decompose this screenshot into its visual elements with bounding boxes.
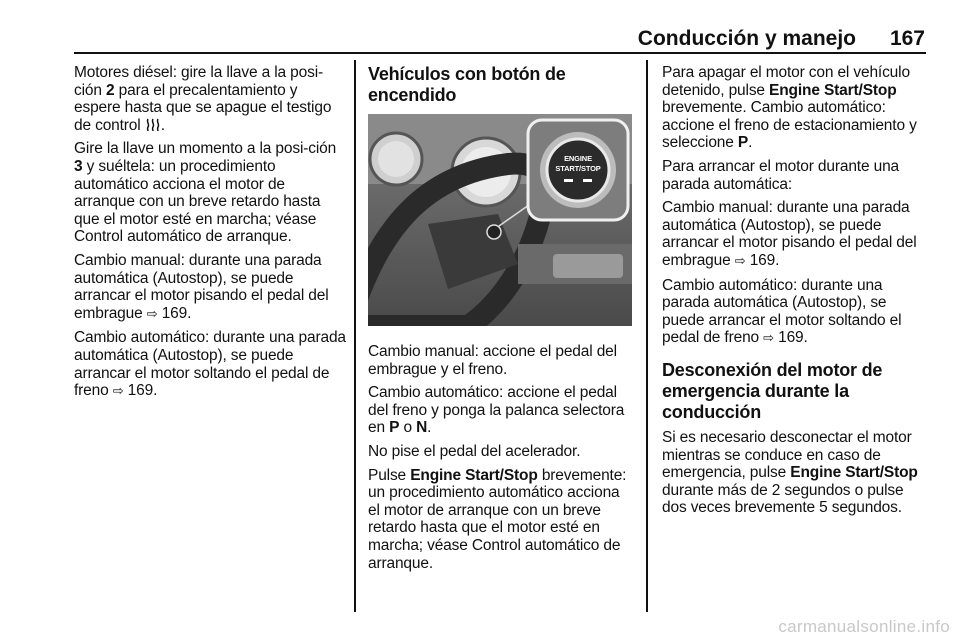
page-ref-arrow-icon: ⇨ bbox=[112, 384, 124, 400]
text: . bbox=[427, 419, 432, 437]
text: Si es necesario desconectar el motor mientras se conduce en caso de emergencia, pulse bbox=[662, 428, 912, 482]
key-position: 2 bbox=[106, 81, 115, 99]
paragraph bbox=[368, 467, 634, 573]
gear-position: P bbox=[737, 134, 749, 152]
text: . bbox=[748, 134, 753, 152]
section-heading: Vehículos con botón de encendido bbox=[368, 64, 566, 105]
engine-button-label: ENGINE bbox=[564, 154, 592, 163]
text: para el precalentamiento y espere hasta que se apague el testigo de control bbox=[74, 81, 332, 134]
text: Cambio automático: durante una parada automática (Autostop), se puede arrancar el motor soltando el pedal de freno bbox=[662, 276, 902, 347]
control-name: Engine Start/Stop bbox=[410, 466, 538, 484]
text: Cambio manual: durante una parada automática (Autostop), se puede arrancar el motor pisando el pedal del embrague bbox=[662, 199, 917, 269]
engine-button-label: START/STOP bbox=[555, 164, 601, 173]
paragraph bbox=[74, 252, 346, 323]
text: y suéltela: un procedimiento automático acciona el motor de arranque con un breve retardo hasta que el motor esté en marcha; véase Control automático de arranque. bbox=[74, 157, 321, 246]
engine-start-stop-photo bbox=[368, 114, 632, 326]
page-ref[interactable]: 169 bbox=[778, 329, 804, 347]
text: Motores diésel: gire la llave a la posi-ción bbox=[74, 64, 324, 99]
glow-plug-icon bbox=[145, 118, 161, 132]
paragraph bbox=[662, 64, 928, 152]
text: . bbox=[187, 304, 192, 322]
paragraph bbox=[368, 384, 634, 437]
text: Cambio automático: durante una parada automática (Autostop), se puede arrancar el motor soltando el pedal de freno bbox=[74, 329, 346, 400]
control-name: Engine Start/Stop bbox=[790, 464, 918, 482]
chapter-title: Conducción y manejo bbox=[637, 27, 856, 50]
watermark: carmanualsonline.info bbox=[778, 617, 950, 636]
text: . bbox=[160, 116, 165, 134]
text: brevemente: un procedimiento automático acciona el motor de arranque con un breve retardo hasta que el motor esté en marcha; véase Control automático de arranque. bbox=[368, 466, 627, 572]
paragraph bbox=[662, 277, 928, 348]
column-divider bbox=[354, 60, 356, 612]
page-ref-arrow-icon: ⇨ bbox=[734, 253, 746, 269]
control-name: Engine Start/Stop bbox=[769, 81, 897, 99]
section-heading: Desconexión del motor de emergencia durante la conducción bbox=[662, 359, 883, 422]
paragraph bbox=[662, 429, 928, 517]
text: Cambio automático: accione el pedal del freno y ponga la palanca selectora en bbox=[368, 384, 625, 437]
text: . bbox=[803, 329, 808, 347]
column-left bbox=[74, 64, 346, 407]
page-number: 167 bbox=[889, 27, 925, 50]
text: Pulse bbox=[368, 466, 411, 484]
page-ref[interactable]: 169 bbox=[127, 382, 154, 400]
text: . bbox=[153, 382, 158, 400]
column-divider bbox=[646, 60, 648, 612]
page-ref[interactable]: 169 bbox=[161, 304, 188, 322]
paragraph: No pise el pedal del acelerador. bbox=[368, 442, 581, 460]
text: durante más de 2 segundos o pulse dos veces brevemente 5 segundos. bbox=[662, 481, 904, 517]
text: o bbox=[399, 419, 417, 437]
gear-position: N bbox=[416, 419, 428, 437]
text: Para apagar el motor con el vehículo detenido, pulse bbox=[662, 64, 910, 99]
paragraph: Para arrancar el motor durante una parada automática: bbox=[662, 157, 900, 193]
paragraph bbox=[662, 199, 928, 270]
paragraph bbox=[74, 329, 346, 400]
paragraph: Cambio manual: accione el pedal del embrague y el freno. bbox=[368, 343, 617, 378]
header-rule bbox=[74, 52, 926, 54]
text: brevemente. Cambio automático: accione el freno de estacionamiento y seleccione bbox=[662, 99, 917, 152]
page-ref-arrow-icon: ⇨ bbox=[763, 331, 774, 347]
page-ref[interactable]: 169 bbox=[749, 251, 776, 269]
text: Cambio manual: durante una parada automática (Autostop), se puede arrancar el motor pisando el pedal del embrague bbox=[74, 251, 329, 322]
gear-position: P bbox=[389, 419, 400, 437]
text: Gire la llave un momento a la posi-ción bbox=[74, 140, 337, 158]
paragraph bbox=[74, 64, 346, 134]
page-ref-arrow-icon: ⇨ bbox=[146, 306, 158, 322]
paragraph bbox=[74, 140, 346, 246]
column-middle bbox=[368, 64, 634, 578]
key-position: 3 bbox=[74, 157, 83, 175]
column-right bbox=[662, 64, 928, 523]
text: . bbox=[775, 251, 780, 269]
